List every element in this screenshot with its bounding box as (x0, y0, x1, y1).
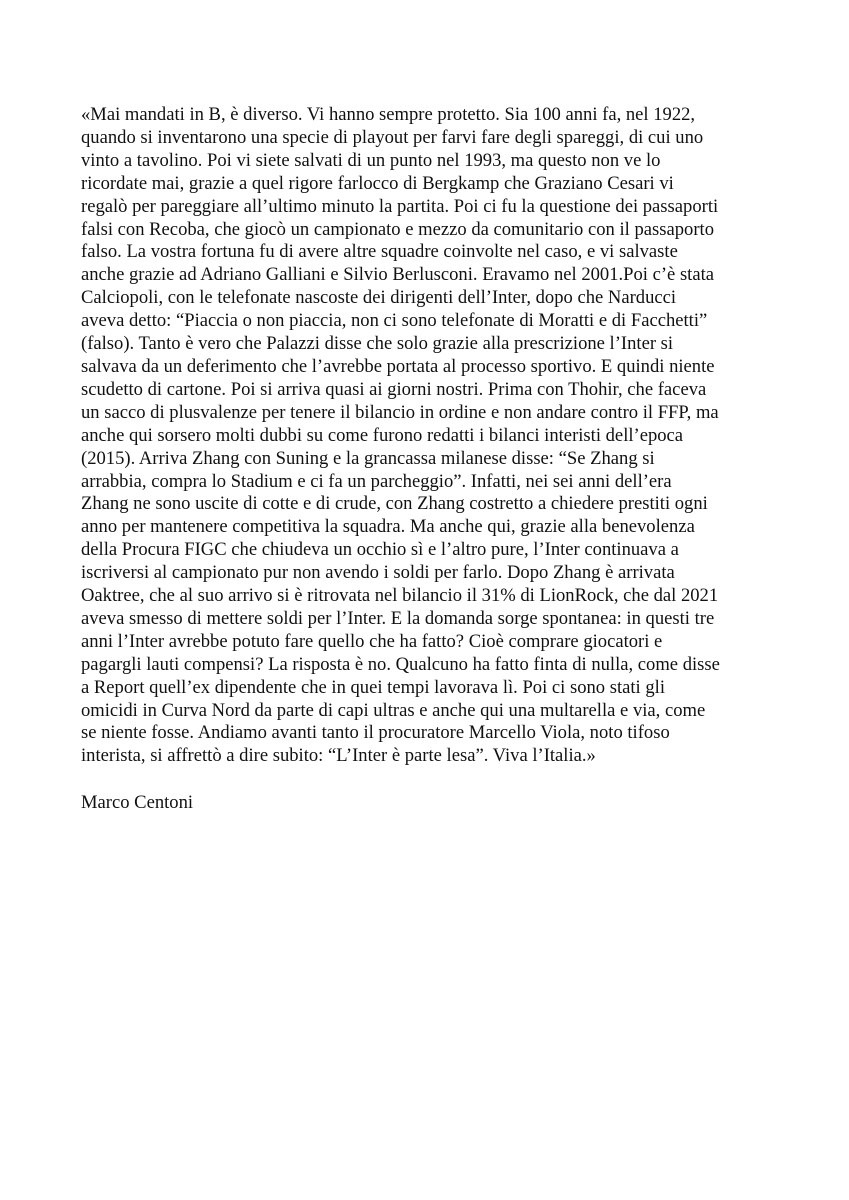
body-line: Zhang ne sono uscite di cotte e di crude, con Zhang costretto a chiedere prestiti ogni (81, 493, 708, 515)
body-line: interista, si affrettò a dire subito: “L’Inter è parte lesa”. Viva l’Italia.» (81, 745, 596, 767)
body-line: anche qui sorsero molti dubbi su come furono redatti i bilanci interisti dell’epoca (81, 424, 684, 446)
body-line: aveva detto: “Piaccia o non piaccia, non ci sono telefonate di Moratti e di Facchetti” (81, 310, 708, 332)
body-line: scudetto di cartone. Poi si arriva quasi ai giorni nostri. Prima con Thohir, che faceva (81, 378, 707, 400)
body-line: falso. La vostra fortuna fu di avere altre squadre coinvolte nel caso, e vi salvaste (81, 241, 678, 263)
body-line: aveva smesso di mettere soldi per l’Inter. E la domanda sorge spontanea: in questi tre (81, 607, 715, 629)
body-line: (2015). Arriva Zhang con Suning e la grancassa milanese disse: “Se Zhang si (81, 447, 655, 469)
body-line: anni l’Inter avrebbe potuto fare quello che ha fatto? Cioè comprare giocatori e (81, 630, 663, 652)
body-line: regalò per pareggiare all’ultimo minuto la partita. Poi ci fu la questione dei passaporti (81, 195, 719, 217)
body-line: Oaktree, che al suo arrivo si è ritrovata nel bilancio il 31% di LionRock, che dal 2021 (81, 585, 719, 607)
body-line: pagargli lauti compensi? La risposta è no. Qualcuno ha fatto finta di nulla, come disse (81, 653, 720, 675)
body-line: della Procura FIGC che chiudeva un occhio sì e l’altro pure, l’Inter continuava a (81, 539, 679, 561)
body-line: falsi con Recoba, che giocò un campionato e mezzo da comunitario con il passaporto (81, 218, 715, 240)
body-line: un sacco di plusvalenze per tenere il bilancio in ordine e non andare contro il FFP, ma (81, 401, 719, 423)
body-line: iscriversi al campionato pur non avendo i soldi per farlo. Dopo Zhang è arrivata (81, 562, 675, 584)
body-line: omicidi in Curva Nord da parte di capi ultras e anche qui una multarella e via, come (81, 699, 706, 721)
body-line: a Report quell’ex dipendente che in quei tempi lavorava lì. Poi ci sono stati gli (81, 676, 666, 698)
body-line: ricordate mai, grazie a quel rigore farlocco di Bergkamp che Graziano Cesari vi (81, 172, 674, 194)
body-line: (falso). Tanto è vero che Palazzi disse che solo grazie alla prescrizione l’Inter si (81, 333, 674, 355)
body-line: vinto a tavolino. Poi vi siete salvati di un punto nel 1993, ma questo non ve lo (81, 149, 661, 171)
body-line: se niente fosse. Andiamo avanti tanto il procuratore Marcello Viola, noto tifoso (81, 722, 670, 744)
body-line: Calciopoli, con le telefonate nascoste dei dirigenti dell’Inter, dopo che Narducci (81, 287, 677, 309)
body-line: «Mai mandati in B, è diverso. Vi hanno sempre protetto. Sia 100 anni fa, nel 1922, (81, 104, 696, 125)
body-line: anno per mantenere competitiva la squadra. Ma anche qui, grazie alla benevolenza (81, 516, 695, 538)
author-signature: Marco Centoni (81, 792, 194, 813)
body-line: anche grazie ad Adriano Galliani e Silvio Berlusconi. Eravamo nel 2001.Poi c’è stata (81, 264, 715, 286)
body-line: quando si inventarono una specie di playout per farvi fare degli spareggi, di cui uno (81, 126, 704, 148)
letter-body (81, 104, 781, 768)
body-line: salvava da un deferimento che l’avrebbe portata al processo sportivo. E quindi niente (81, 355, 715, 377)
body-line: arrabbia, compra lo Stadium e ci fa un parcheggio”. Infatti, nei sei anni dell’era (81, 470, 672, 492)
